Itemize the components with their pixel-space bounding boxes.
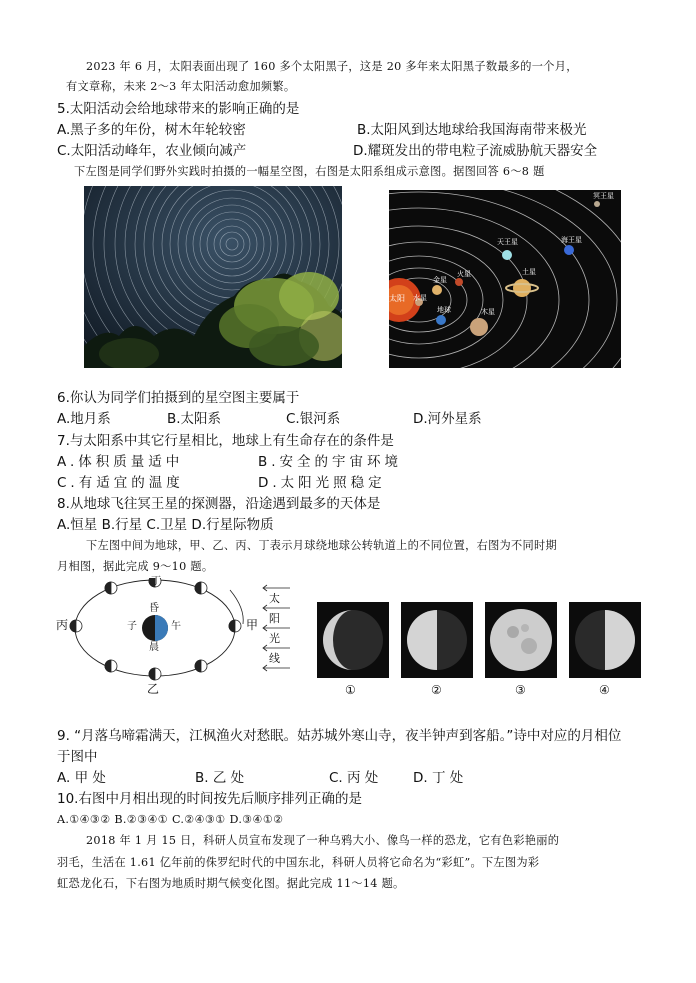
moon-orbit-diagram xyxy=(55,578,295,698)
intro-dinosaur-line3: 虹恐龙化石，下右图为地质时期气候变化图。据此完成 11～14 题。 xyxy=(57,877,405,890)
label-saturn: 土星 xyxy=(522,268,536,276)
orbit-label-bing: 丙 xyxy=(56,618,69,632)
label-earth: 地球 xyxy=(437,306,451,314)
intro-moon-line1: 下左图中间为地球，甲、乙、丙、丁表示月球绕地球公转轨道上的不同位置，右图为不同时期 xyxy=(86,539,557,552)
q7-option-c: C.有适宜的温度 xyxy=(57,475,184,491)
q7-option-b: B.安全的宇宙环境 xyxy=(258,454,403,470)
orbit-label-jia: 甲 xyxy=(246,618,259,632)
label-pluto: 冥王星 xyxy=(593,192,614,200)
intro-moon-line2: 月相图，据此完成 9～10 题。 xyxy=(57,560,214,573)
sunlight-label-3: 光 xyxy=(269,632,280,645)
solar-system-diagram xyxy=(389,190,621,368)
orbit-label-zi: 子 xyxy=(127,621,137,632)
orbit-label-ding: 丁 xyxy=(151,576,161,587)
q5-option-d: D.耀斑发出的带电粒子流威胁航天器安全 xyxy=(353,143,598,159)
q7-stem: 7.与太阳系中其它行星相比，地球上有生命存在的条件是 xyxy=(57,433,394,449)
label-uranus: 天王星 xyxy=(497,238,518,246)
label-mercury: 水星 xyxy=(413,294,427,302)
q9-stem-line1: 9. “月落乌啼霜满天，江枫渔火对愁眠。姑苏城外寒山寺，夜半钟声到客船。”诗中对应的月相位 xyxy=(57,728,622,744)
star-trail-photo xyxy=(84,186,342,368)
moon-number-4: ④ xyxy=(599,683,610,697)
moon-number-2: ② xyxy=(431,683,442,697)
q9-option-b: B. 乙 处 xyxy=(195,770,245,786)
orbit-label-yi: 乙 xyxy=(147,682,160,696)
intro-dinosaur-line1: 2018 年 1 月 15 日，科研人员宣布发现了一种乌鸦大小、像鸟一样的恐龙，它有色彩艳丽的 xyxy=(86,834,560,847)
q6-option-b: B.太阳系 xyxy=(167,411,222,427)
label-sun: 太阳 xyxy=(389,294,405,303)
moon-number-1: ① xyxy=(345,683,356,697)
moon-phase-photo-1 xyxy=(317,602,389,678)
q10-stem: 10.右图中月相出现的时间按先后顺序排列正确的是 xyxy=(57,791,362,807)
intro-sunspot-line1: 2023 年 6 月，太阳表面出现了 160 多个太阳黑子，这是 20 多年来太阳黑子数最多的一个月， xyxy=(86,60,578,73)
intro-sunspot-line2: 有文章称，未来 2～3 年太阳活动愈加频繁。 xyxy=(66,80,296,93)
q9-stem-line2: 于图中 xyxy=(57,749,98,765)
q8-options: A.恒星 B.行星 C.卫星 D.行星际物质 xyxy=(57,517,274,533)
orbit-label-dusk: 昏 xyxy=(149,603,159,614)
q7-option-d: D.太阳光照稳定 xyxy=(258,475,386,491)
q6-option-c: C.银河系 xyxy=(286,411,341,427)
label-neptune: 海王星 xyxy=(561,236,582,244)
moon-phase-photo-3 xyxy=(485,602,557,678)
orbit-label-dawn: 晨 xyxy=(149,642,159,653)
intro-figures-6-8: 下左图是同学们野外实践时拍摄的一幅星空图，右图是太阳系组成示意图。据图回答 6～8 题 xyxy=(74,165,545,178)
q5-option-b: B.太阳风到达地球给我国海南带来极光 xyxy=(357,122,587,138)
q5-stem: 5.太阳活动会给地球带来的影响正确的是 xyxy=(57,101,300,117)
q6-option-d: D.河外星系 xyxy=(413,411,482,427)
label-jupiter: 木星 xyxy=(481,308,495,316)
q8-stem: 8.从地球飞往冥王星的探测器，沿途遇到最多的天体是 xyxy=(57,496,381,512)
q6-stem: 6.你认为同学们拍摄到的星空图主要属于 xyxy=(57,390,300,406)
sunlight-label-1: 太 xyxy=(269,592,280,605)
q7-option-a: A.体积质量适中 xyxy=(57,454,184,470)
q9-option-c: C. 丙 处 xyxy=(329,770,379,786)
sunlight-label-2: 阳 xyxy=(269,612,280,625)
q5-option-a: A.黑子多的年份，树木年轮较密 xyxy=(57,122,246,138)
moon-phase-photo-2 xyxy=(401,602,473,678)
sunlight-label-4: 线 xyxy=(269,652,280,665)
q10-options: A.①④③② B.②③④① C.②④③① D.③④①② xyxy=(57,813,284,826)
q9-option-d: D. 丁 处 xyxy=(413,770,464,786)
q9-option-a: A. 甲 处 xyxy=(57,770,106,786)
q6-option-a: A.地月系 xyxy=(57,411,111,427)
moon-number-3: ③ xyxy=(515,683,526,697)
label-venus: 金星 xyxy=(433,276,447,284)
label-mars: 火星 xyxy=(457,270,471,278)
orbit-label-wu: 午 xyxy=(171,621,181,632)
q5-option-c: C.太阳活动峰年，农业倾向减产 xyxy=(57,143,247,159)
intro-dinosaur-line2: 羽毛，生活在 1.61 亿年前的侏罗纪时代的中国东北，科研人员将它命名为“彩虹”。下左图为彩 xyxy=(57,856,540,869)
moon-phase-photo-4 xyxy=(569,602,641,678)
